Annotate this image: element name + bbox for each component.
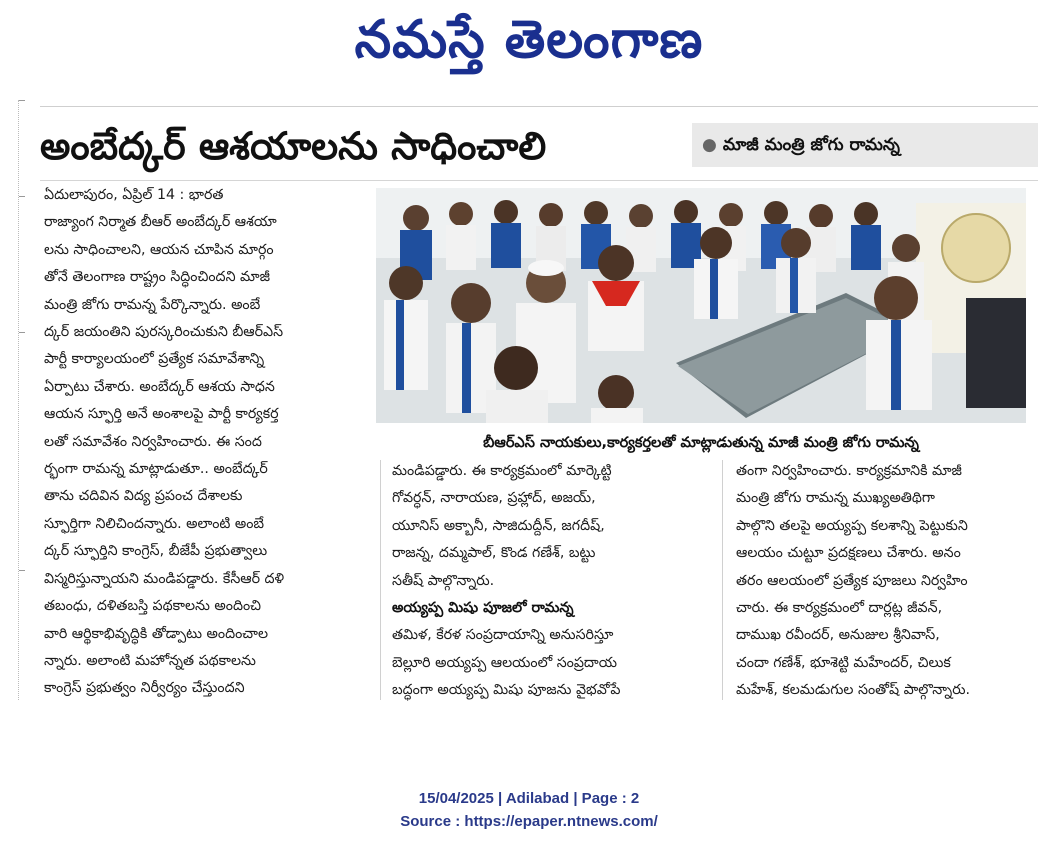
article-subhead: అయ్యప్ప మిషు పూజలో రామన్న [392,600,574,617]
article-text-line: తమిళ, కేరళ సంప్రదాయాన్ని అనుసరిస్తూ [392,627,614,644]
article-text-line: కాంగ్రెస్ ప్రభుత్వం నిర్వీర్యం చేస్తుందని [44,680,245,697]
newspaper-masthead: నమస్తే తెలంగాణ [354,9,704,70]
article-text-line: తోనే తెలంగాణ రాష్ట్రం సిద్ధించిందని మాజీ [44,269,270,286]
byline-box [692,123,1038,167]
column-2-paragraph [392,622,698,704]
article-text-line: రాజ్యాంగ నిర్మాత బీఆర్ అంబేద్కర్ ఆశయా [44,214,277,231]
article-text-line: పార్టీ కార్యాలయంలో ప్రత్యేక సమావేశాన్ని [44,351,265,368]
article-text-line: బద్ధంగా అయ్యప్ప మిషు పూజను వైభవోపే [392,682,621,699]
article-text-line: తాను చదివిన విద్య ప్రపంచ దేశాలకు [44,488,243,505]
group-meeting-illustration [376,188,1026,423]
article-column-2 [392,458,698,705]
article-text-line: ర్భంగా రామన్న మాట్లాడుతూ.. అంబేద్కర్ [44,461,268,478]
byline-text: మాజీ మంత్రి జోగు రామన్న [722,135,900,155]
article-text-line: మంత్రి జోగు రామన్న పేర్కొన్నారు. అంబే [44,296,261,313]
footer-date-edition: 15/04/2025 | Adilabad | Page : 2 [418,790,640,807]
article-text-line: ఆలయం చుట్టూ ప్రదక్షణలు చేశారు. అనం [736,545,961,562]
article-text-line: దాముఖ రవీందర్, అనుజుల శ్రీనివాస్, [736,627,940,644]
article-text-line: చారు. ఈ కార్యక్రమంలో దార్లట్ల జీవన్, [736,600,943,617]
column-divider [380,460,381,700]
photo-caption: బీఆర్ఎస్ నాయకులు,కార్యకర్తలతో మాట్లాడుతున్న మాజీ మంత్రి జోగు రామన్న [483,435,919,451]
article-text-line: తబంధు, దళితబస్తి పథకాలను అందించి [44,598,262,615]
article-text-line: గోవర్ధన్, నారాయణ, ప్రహ్లాద్, అజయ్, [392,490,596,507]
article-column-1 [44,182,366,703]
article-photo [376,188,1026,423]
column-divider [722,460,723,700]
article-text-line: మహేశ్, కలమడుగుల సంతోష్ పాల్గొన్నారు. [736,682,971,699]
page-margin-rule [18,100,20,700]
bullet-icon: ● [702,135,717,155]
article-text-line: బెల్లూరి అయ్యప్ప ఆలయంలో సంప్రదాయ [392,654,617,671]
article-headline: అంబేద్కర్ ఆశయాలను సాధించాలి [40,123,547,168]
article-text-line: ద్కర్ జయంతిని పురస్కరించుకుని బీఆర్ఎస్ [44,324,284,341]
article-column-3 [736,458,1036,705]
header-divider [40,106,1038,107]
article-text-line: తరం ఆలయంలో ప్రత్యేక పూజలు నిర్వహిం [736,572,968,589]
article-text-line: ఆయన స్ఫూర్తి అనే అంశాలపై పార్టీ కార్యకర్త [44,406,279,423]
headline-divider [40,180,1038,181]
article-text-line: లతో సమావేశం నిర్వహించారు. ఈ సంద [44,433,262,450]
article-text-line: లను సాధించాలని, ఆయన చూపిన మార్గం [44,241,274,258]
article-text-line: ద్కర్ స్ఫూర్తిని కాంగ్రెస్, బీజేపీ ప్రభుత్వాలు [44,543,268,560]
article-text-line: సతీష్ పాల్గొన్నారు. [392,572,495,589]
article-text-line: రాజన్న, దమ్మపాల్, కొండ గణేశ్, బట్టు [392,545,596,562]
article-text-line: వారి ఆర్థికాభివృద్ధికి తోడ్పాటు అందించాల [44,625,269,642]
article-text-line: యూనిస్ అక్బానీ, సాజిదుద్దీన్, జగదీష్, [392,517,605,534]
article-text-line: ఏదులాపురం, ఏప్రిల్ 14 : భారత [44,187,224,203]
article-text-line: ఏర్పాటు చేశారు. అంబేద్కర్ ఆశయ సాధన [44,378,275,395]
article-text-line: మండిపడ్డారు. ఈ కార్యక్రమంలో మార్కెట్టి [392,463,612,479]
article-text-line: తంగా నిర్వహించారు. కార్యక్రమానికి మాజీ [736,463,962,479]
footer-source-link[interactable]: Source : https://epaper.ntnews.com/ [400,813,658,830]
article-text-line: చందా గణేశ్, భూశెట్టి మహేందర్, చిలుక [736,654,951,671]
article-text-line: న్నారు. అలాంటి మహోన్నత పథకాలను [44,652,256,669]
article-text-line: పాల్గొని తలపై అయ్యప్ప కలశాన్ని పెట్టుకుని [736,517,968,534]
article-text-line: స్ఫూర్తిగా నిలిచిందన్నారు. అలాంటి అంబే [44,515,265,532]
column-2-paragraph [392,458,698,595]
article-text-line: విస్మరిస్తున్నాయని మండిపడ్డారు. కేసీఆర్ దళి [44,570,285,587]
article-text-line: మంత్రి జోగు రామన్న ముఖ్యఅతిథిగా [736,490,935,507]
